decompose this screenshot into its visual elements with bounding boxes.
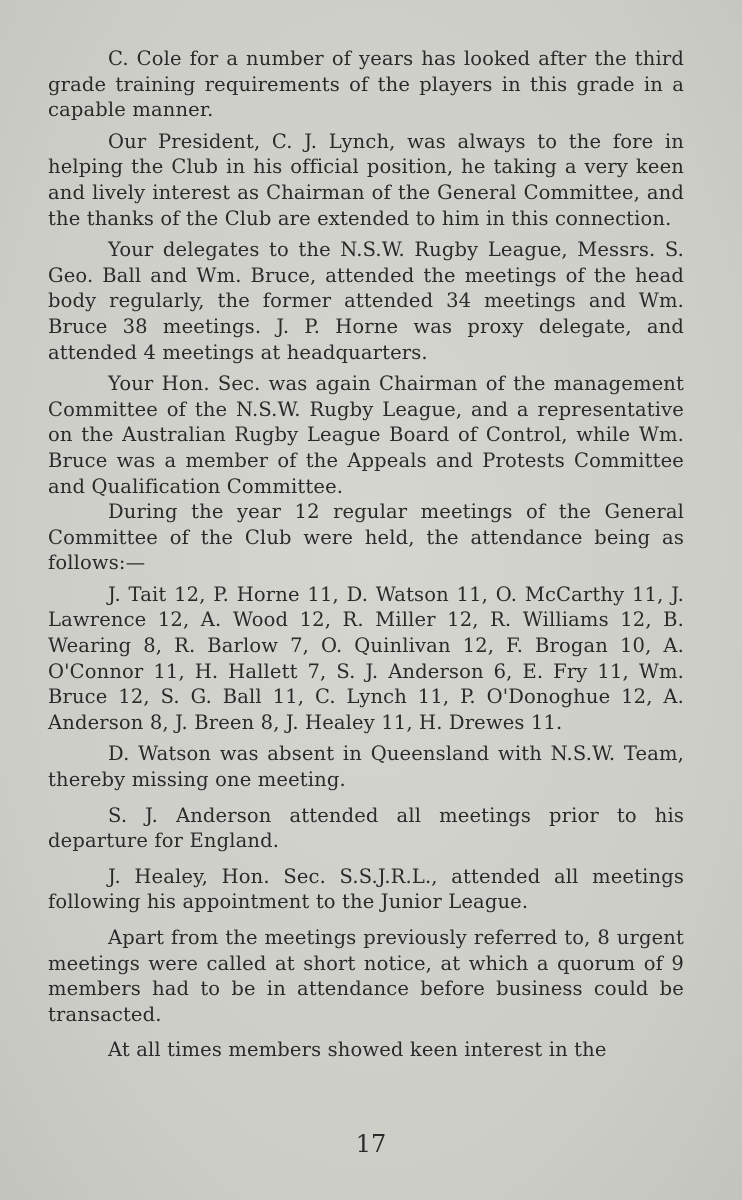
paragraph-watson-absent: D. Watson was absent in Queensland with N.S.W. Team, thereby missing one meeting.: [48, 742, 684, 792]
paragraph-president: Our President, C. J. Lynch, was always to the fore in helping the Club in his official position, he taking a very keen and lively interest as Chairman of the General Committee, and the thanks of the Club are extended to him in this connection.: [48, 129, 684, 230]
paragraph-healey: J. Healey, Hon. Sec. S.S.J.R.L., attended all meetings following his appointment to the Junior League.: [48, 864, 684, 914]
page-number: 17: [355, 1130, 387, 1158]
paragraph-attendance-list: J. Tait 12, P. Horne 11, D. Watson 11, O. McCarthy 11, J. Lawrence 12, A. Wood 12, R. Miller 12, R. Williams 12, B. Wearing 8, R. Barlow 7, O. Quinlivan 12, F. Brogan 10, A. O'Connor 11, H. Hallett 7, S. J. Anderson 6, E. Fry 11, Wm. Bruce 12, S. G. Ball 11, C. Lynch 11, P. O'Donoghue 12, A. Anderson 8, J. Breen 8, J. Healey 11, H. Drewes 11.: [48, 582, 684, 734]
document-page: [48, 46, 684, 1069]
paragraph-delegates: Your delegates to the N.S.W. Rugby League, Messrs. S. Geo. Ball and Wm. Bruce, attended the meetings of the head body regularly, the former attended 34 meetings and Wm. Bruce 38 meetings. J. P. Horne was proxy delegate, and attended 4 meetings at headquarters.: [48, 238, 684, 364]
paragraph-regular-meetings: During the year 12 regular meetings of the General Committee of the Club were held, the attendance being as follows:—: [48, 500, 684, 575]
paragraph-c-cole: C. Cole for a number of years has looked after the third grade training requirements of the players in this grade in a capable manner.: [48, 47, 684, 122]
paragraph-urgent-meetings: Apart from the meetings previously referred to, 8 urgent meetings were called at short notice, at which a quorum of 9 members had to be in attendance before business could be transacted.: [48, 926, 684, 1026]
paragraph-keen-interest: At all times members showed keen interest in the: [108, 1038, 607, 1062]
paragraph-anderson: S. J. Anderson attended all meetings prior to his departure for England.: [48, 803, 684, 853]
paragraph-hon-sec: Your Hon. Sec. was again Chairman of the management Committee of the N.S.W. Rugby League, and a representative on the Australian Rugby League Board of Control, while Wm. Bruce was a member of the Appeals and Protests Committee and Qualification Committee.: [48, 372, 684, 498]
